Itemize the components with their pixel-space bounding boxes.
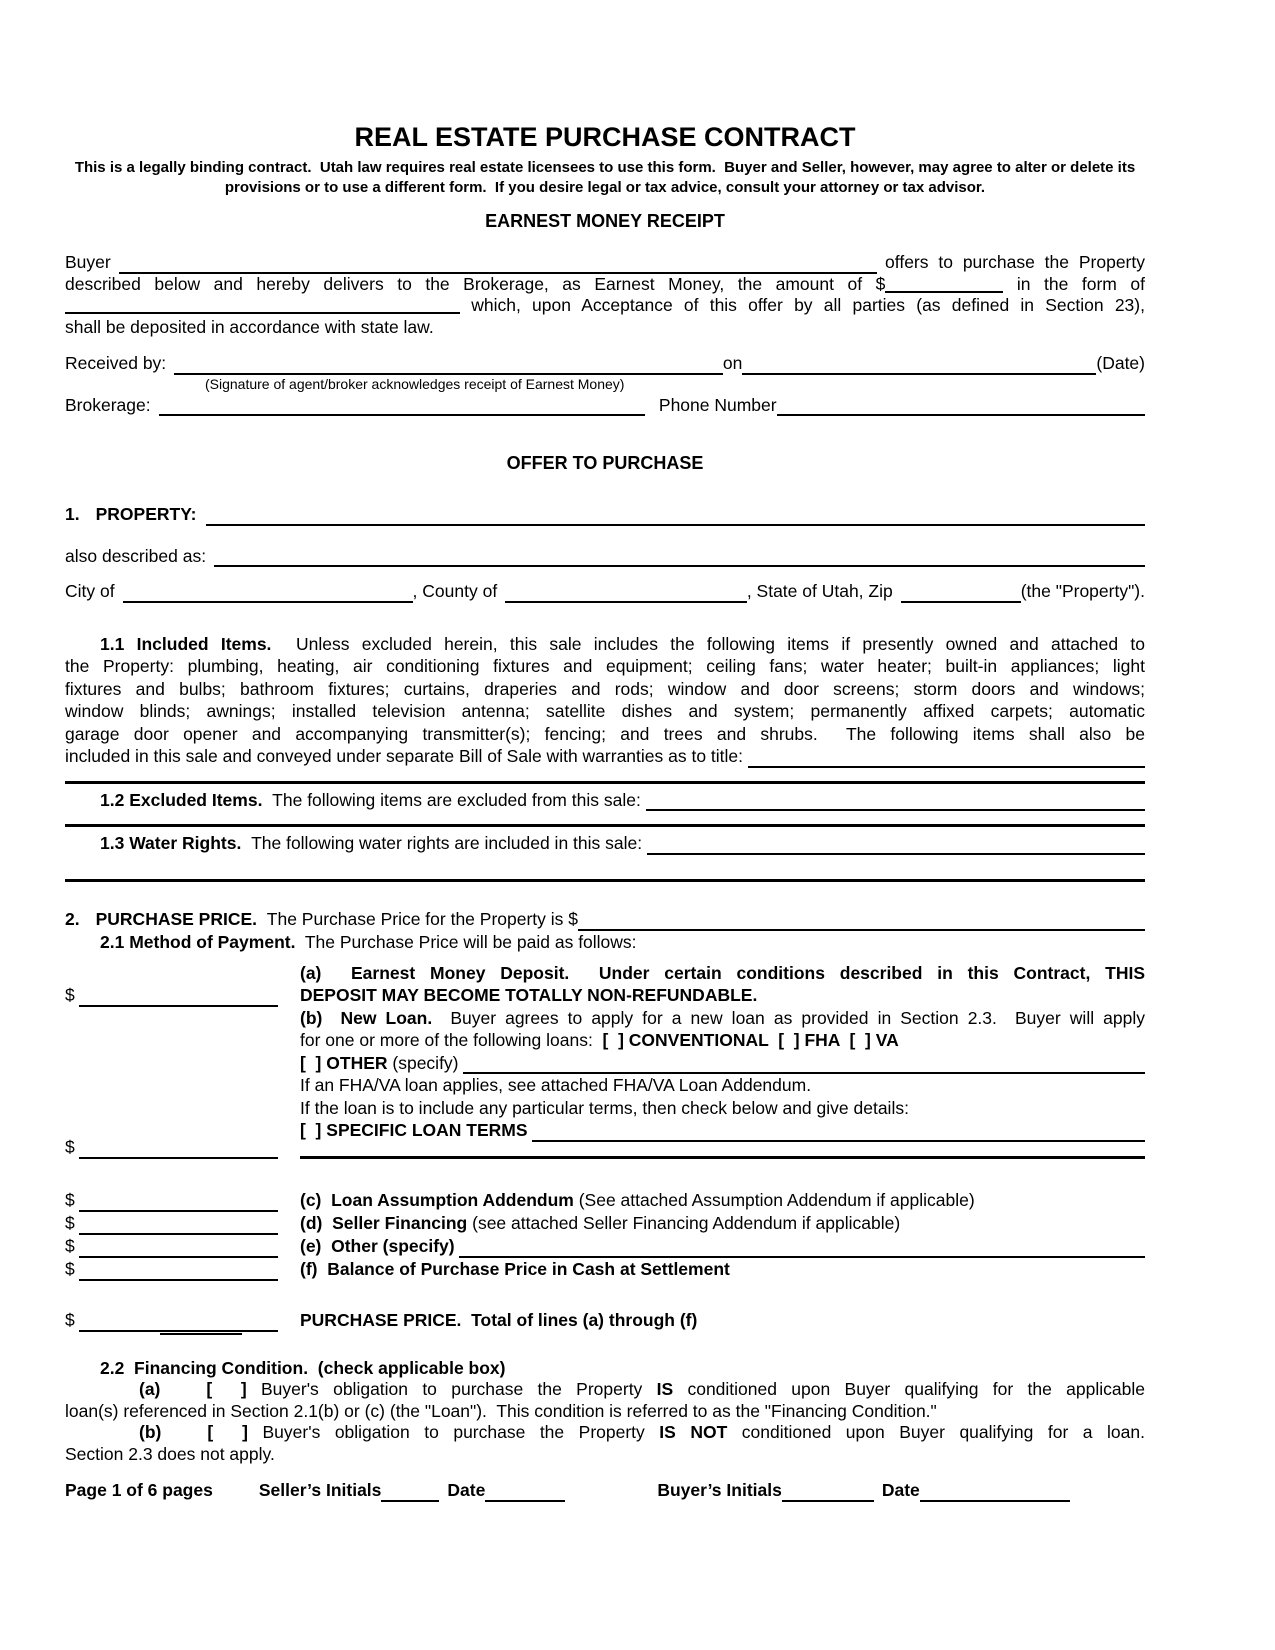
date-paren-label: (Date): [1096, 353, 1145, 373]
water-rights-text: The following water rights are included in this sale:: [241, 833, 647, 853]
seller-initials-label: Seller’s Initials: [258, 1480, 382, 1500]
loans-list-text: for one or more of the following loans:: [300, 1030, 603, 1050]
on-label: on: [722, 353, 743, 373]
excluded-items-input[interactable]: [646, 809, 1145, 811]
also-described-line: [65, 546, 1145, 568]
excluded-items-label: 1.2 Excluded Items.: [100, 789, 263, 810]
dollar-sign: $: [65, 1258, 75, 1279]
footer-spacer: [565, 1501, 657, 1502]
excluded-items-text: The following items are excluded from this sale:: [262, 789, 646, 810]
brokerage-phone-input[interactable]: [777, 414, 1145, 416]
city-county-line: [65, 581, 1145, 603]
state-zip-label: , State of Utah, Zip: [746, 581, 893, 601]
specific-loan-terms-continuation-line[interactable]: [300, 1156, 1145, 1159]
loan-assumption-label: (c) Loan Assumption Addendum: [300, 1189, 574, 1210]
signature-caption: (Signature of agent/broker acknowledges receipt of Earnest Money): [205, 375, 625, 392]
total-price-input[interactable]: [79, 1330, 278, 1332]
property-number: 1.: [65, 504, 80, 524]
water-rights-label: 1.3 Water Rights.: [100, 833, 242, 853]
payment-row-total: [65, 1309, 1145, 1332]
new-loan-text: Buyer agrees to apply for a new loan as provided in Section 2.3. Buyer will apply: [432, 1007, 1145, 1028]
seller-initials-input[interactable]: [381, 1500, 439, 1502]
section-1-2-excluded-items: [65, 790, 1145, 812]
delivers-text: described below and hereby delivers to the Brokerage, as Earnest Money, the amount of $: [65, 273, 886, 294]
condition-b-text-2: conditioned upon Buyer qualifying for a loan.: [727, 1422, 1145, 1442]
specific-loan-terms-input[interactable]: [532, 1140, 1145, 1142]
city-label: City of: [65, 581, 115, 601]
county-input[interactable]: [505, 601, 747, 603]
dollar-sign: $: [65, 985, 75, 1005]
included-items-text-1: Unless excluded herein, this sale includes the following items if presently owned and attached to: [271, 633, 1145, 654]
specific-loan-terms-label: SPECIFIC LOAN TERMS: [321, 1120, 533, 1140]
payment-row-d: [65, 1212, 1145, 1235]
footer-spacer: [213, 1501, 259, 1502]
condition-a-text-2: conditioned upon Buyer qualifying for the applicable: [673, 1379, 1145, 1399]
purchase-price-label: PURCHASE PRICE.: [95, 908, 258, 929]
fha-checkbox[interactable]: [ ]: [778, 1030, 800, 1050]
acceptance-text: which, upon Acceptance of this offer by all parties (as defined in Section 23),: [471, 295, 1145, 315]
buyer-label: Buyer: [65, 252, 111, 272]
purchase-price-text: The Purchase Price for the Property is $: [257, 908, 579, 929]
payment-form-line: [65, 295, 1145, 317]
earnest-amount-line: [65, 274, 1145, 296]
fha-label: FHA: [799, 1030, 850, 1050]
va-checkbox[interactable]: [ ]: [849, 1030, 871, 1050]
buyer-date-input[interactable]: [920, 1500, 1070, 1502]
form-of-text: in the form of: [1003, 273, 1145, 294]
included-items-input[interactable]: [748, 766, 1145, 768]
buyer-initials-label: Buyer’s Initials: [657, 1480, 782, 1500]
indent-spacer: [65, 1437, 139, 1438]
offer-to-purchase-heading: OFFER TO PURCHASE: [506, 453, 704, 473]
seller-date-label: Date: [447, 1480, 486, 1500]
property-description-input[interactable]: [206, 524, 1145, 526]
other-loan-label: OTHER: [321, 1052, 388, 1073]
section-2-purchase-price: [65, 908, 1145, 931]
section-1-3-water-rights: [65, 833, 1145, 855]
water-rights-continuation-line[interactable]: [65, 879, 1145, 882]
seller-financing-text: (see attached Seller Financing Addendum if applicable): [467, 1212, 901, 1233]
condition-a-text-1: Buyer's obligation to purchase the Property: [246, 1379, 657, 1399]
earnest-deposit-text-2: DEPOSIT MAY BECOME TOTALLY NON-REFUNDABLE.: [300, 985, 758, 1005]
other-loan-specify-label: (specify): [387, 1052, 464, 1073]
condition-b-text-1: Buyer's obligation to purchase the Property: [248, 1422, 660, 1442]
payment-row-b: [65, 1007, 1145, 1159]
financing-condition-b: [65, 1422, 1145, 1465]
purchase-price-input[interactable]: [578, 929, 1145, 931]
other-specify-label: (e) Other (specify): [300, 1235, 460, 1256]
method-of-payment-label: 2.1 Method of Payment.: [100, 931, 296, 952]
included-items-label: 1.1 Included Items.: [100, 633, 272, 654]
property-label: PROPERTY:: [95, 504, 197, 524]
condition-b-number: (b): [139, 1422, 162, 1442]
page-footer: [65, 1480, 1145, 1502]
offers-text: offers to purchase the Property: [885, 252, 1145, 272]
seller-date-input[interactable]: [485, 1500, 565, 1502]
dollar-sign: $: [65, 1189, 75, 1210]
earnest-amount-input[interactable]: [885, 278, 1003, 293]
financing-condition-a: [65, 1379, 1145, 1422]
va-label: VA: [870, 1030, 899, 1050]
excluded-items-continuation-line[interactable]: [65, 824, 1145, 827]
included-items-continuation-line[interactable]: [65, 781, 1145, 784]
zip-input[interactable]: [901, 601, 1021, 603]
page-title: REAL ESTATE PURCHASE CONTRACT: [354, 122, 856, 152]
dollar-sign: $: [65, 1309, 75, 1330]
payment-row-c: [65, 1189, 1145, 1212]
amount-f-input[interactable]: [79, 1279, 278, 1281]
section-2-1-method-of-payment: [65, 931, 1145, 954]
financing-condition-a-checkbox[interactable]: [ ]: [206, 1379, 247, 1399]
earnest-deposit-text-1: (a) Earnest Money Deposit. Under certain conditions described in this Contract, THIS: [300, 962, 1145, 983]
included-items-text-6: included in this sale and conveyed under separate Bill of Sale with warranties as to title:: [65, 746, 748, 766]
specific-loan-terms-checkbox[interactable]: [ ]: [300, 1120, 322, 1140]
city-input[interactable]: [123, 601, 413, 603]
gap-spacer: [161, 1437, 207, 1438]
dollar-sign: $: [65, 1235, 75, 1256]
conventional-checkbox[interactable]: [ ]: [602, 1030, 624, 1050]
other-loan-checkbox[interactable]: [ ]: [300, 1052, 322, 1073]
indent-spacer: [65, 1394, 139, 1395]
dollar-sign: $: [65, 1137, 75, 1157]
earnest-money-heading: EARNEST MONEY RECEIPT: [485, 211, 725, 231]
payment-row-e: [65, 1235, 1145, 1258]
dollar-sign: $: [65, 1212, 75, 1233]
included-items-text-2: the Property: plumbing, heating, air conditioning fixtures and equipment; ceiling fans; water heater; built-in appliances; light: [65, 656, 1145, 676]
buyer-date-label: Date: [881, 1480, 920, 1500]
payment-row-f: [65, 1258, 1145, 1281]
total-price-underline-overlap: [160, 1333, 242, 1335]
amount-b-input[interactable]: [79, 1157, 278, 1159]
earnest-money-deposit-item: [300, 962, 1145, 1007]
received-by-label: Received by:: [65, 353, 167, 373]
loan-terms-note: If the loan is to include any particular terms, then check below and give details:: [300, 1097, 909, 1118]
seller-financing-label: (d) Seller Financing: [300, 1212, 468, 1233]
county-label: , County of: [412, 581, 498, 601]
received-by-line: [65, 353, 1145, 375]
section-1-1-included-items: [65, 633, 1145, 768]
fha-va-note: If an FHA/VA loan applies, see attached FHA/VA Loan Addendum.: [300, 1075, 812, 1095]
balance-cash-label: (f) Balance of Purchase Price in Cash at Settlement: [300, 1258, 730, 1279]
condition-a-is: IS: [656, 1379, 674, 1399]
included-items-text-5: garage door opener and accompanying transmitter(s); fencing; and trees and shrubs. The following items shall also be: [65, 723, 1145, 744]
new-loan-item: [300, 1007, 1145, 1159]
condition-a-line-2: loan(s) referenced in Section 2.1(b) or (c) (the "Loan"). This condition is referred to as the "Financing Condition.": [65, 1400, 937, 1421]
financing-condition-b-checkbox[interactable]: [ ]: [207, 1422, 249, 1442]
purchase-price-total-label: PURCHASE PRICE. Total of lines (a) through (f): [300, 1309, 698, 1330]
payment-row-a: [65, 962, 1145, 1007]
new-loan-label: (b) New Loan.: [300, 1007, 433, 1028]
buyer-initials-input[interactable]: [782, 1500, 874, 1502]
payment-form-input[interactable]: [65, 299, 460, 314]
also-described-input[interactable]: [214, 565, 1145, 567]
the-property-label: (the "Property").: [1020, 581, 1145, 601]
also-described-label: also described as:: [65, 545, 207, 566]
property-line: [65, 504, 1145, 526]
page-count-label: Page 1 of 6 pages: [65, 1480, 213, 1500]
conventional-label: CONVENTIONAL: [623, 1030, 779, 1050]
condition-a-number: (a): [139, 1379, 161, 1399]
legal-notice: This is a legally binding contract. Utah law requires real estate licensees to use this form. Buyer and Seller, however, may agree to alter or delete its provisions or to use a different form. If you desire legal or tax advice, consult your attorney or tax advisor.: [74, 159, 1140, 196]
included-items-text-4: window blinds; awnings; installed television antenna; satellite dishes and system; permanently affixed carpets; automatic: [65, 701, 1145, 721]
condition-b-line-2: Section 2.3 does not apply.: [65, 1443, 275, 1464]
brokerage-name-input[interactable]: [159, 414, 645, 416]
method-of-payment-text: The Purchase Price will be paid as follows:: [295, 931, 637, 952]
phone-number-label: Phone Number: [658, 394, 777, 415]
buyer-line: [65, 252, 1145, 274]
deposit-text: shall be deposited in accordance with state law.: [65, 316, 434, 337]
section-2-2-financing-condition: 2.2 Financing Condition. (check applicable box): [100, 1357, 506, 1378]
included-items-text-3: fixtures and bulbs; bathroom fixtures; curtains, draperies and rods; window and door screens; storm doors and windows;: [65, 678, 1145, 699]
loan-assumption-text: (See attached Assumption Addendum if applicable): [573, 1189, 975, 1210]
water-rights-input[interactable]: [647, 853, 1145, 855]
condition-b-is-not: IS NOT: [659, 1422, 728, 1442]
received-date-input[interactable]: [742, 373, 1096, 375]
purchase-price-number: 2.: [65, 908, 80, 929]
gap-spacer: [160, 1394, 206, 1395]
brokerage-label: Brokerage:: [65, 394, 151, 415]
brokerage-line: [65, 395, 1145, 417]
